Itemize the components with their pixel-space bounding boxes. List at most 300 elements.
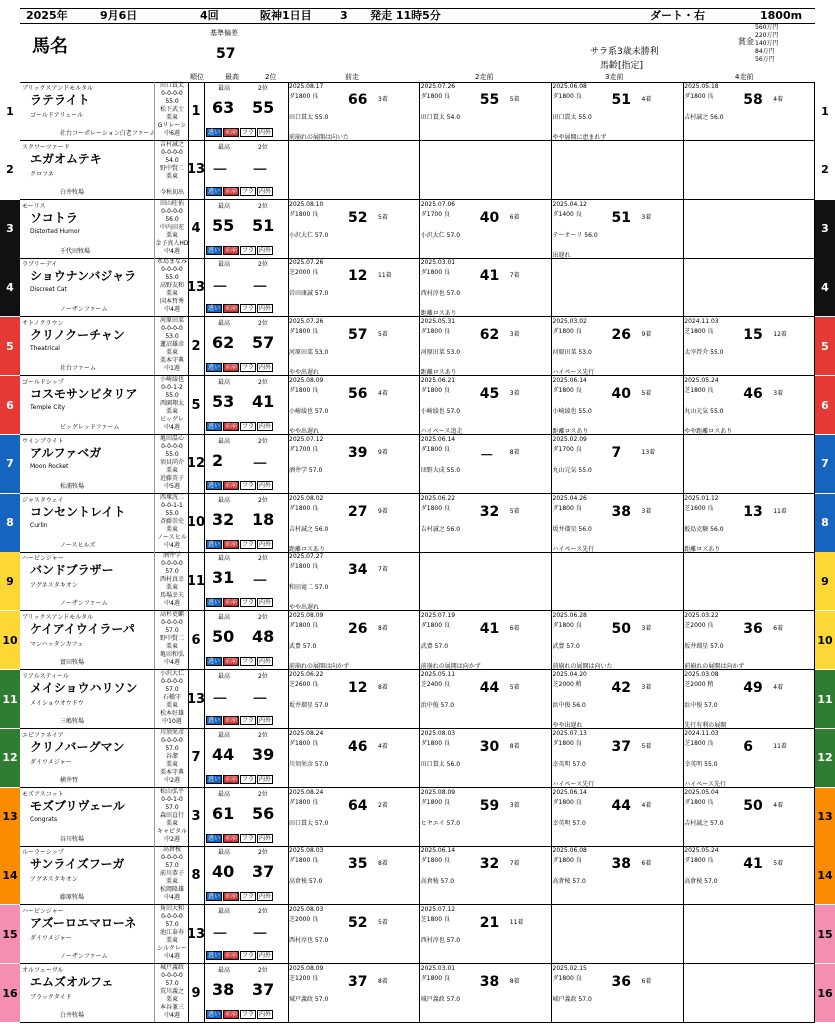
breeder: ノースヒルズ xyxy=(60,541,96,549)
race-index: 7 xyxy=(611,444,622,461)
race-course: ダ1800 良 xyxy=(552,975,582,982)
sire-name: モズアスコット xyxy=(22,790,64,798)
past-race[interactable] xyxy=(288,552,420,610)
race-index: 51 xyxy=(611,209,631,226)
empty-race xyxy=(683,964,815,1022)
style-tag: 内外 xyxy=(259,658,272,666)
style-tag: 逃い xyxy=(208,187,221,195)
best-index: 62 xyxy=(212,333,235,353)
race-place: 4着 xyxy=(378,742,388,750)
race-note: 距離ロスあり xyxy=(552,428,589,435)
race-date: 2025.05.24 xyxy=(684,847,719,855)
best-label: 最高 xyxy=(218,908,231,916)
horse-name[interactable]: コンセントレイト xyxy=(30,504,126,519)
style-tag: 内外 xyxy=(259,187,272,195)
breeder: 松浦牧場 xyxy=(60,482,85,490)
second-index: － xyxy=(252,689,269,708)
predicted-rank: 5 xyxy=(188,376,205,434)
past-race[interactable] xyxy=(552,611,684,669)
gate-number-left: 14 xyxy=(0,846,20,904)
second-label: 2位 xyxy=(258,261,268,269)
race-date: 2025.07.27 xyxy=(289,553,324,561)
gate-number-left: 2 xyxy=(0,141,20,199)
race-place: 8着 xyxy=(378,860,388,868)
race-course: ダ1800 良 xyxy=(420,739,450,747)
race-course: ダ1800 良 xyxy=(684,857,714,865)
horse-row[interactable] xyxy=(6,199,829,259)
past-race[interactable] xyxy=(683,376,815,434)
horse-row[interactable] xyxy=(6,552,829,612)
best-label: 最高 xyxy=(218,202,231,210)
horse-name[interactable]: モズブリヴェール xyxy=(30,798,125,813)
index-block xyxy=(204,82,289,140)
past-race[interactable] xyxy=(683,82,815,140)
horse-name[interactable]: アズーロエマローネ xyxy=(30,916,137,931)
past-race[interactable] xyxy=(683,670,815,728)
race-place: 4着 xyxy=(773,96,784,103)
past-race[interactable] xyxy=(552,494,684,552)
past-race[interactable] xyxy=(420,788,552,846)
horse-name[interactable]: ラテライト xyxy=(30,93,90,107)
horse-row[interactable] xyxy=(6,82,829,141)
second-index: 18 xyxy=(252,509,275,529)
jockey-field: 中内田充 xyxy=(159,223,184,231)
style-tag: フラ xyxy=(242,599,255,607)
past-race[interactable] xyxy=(420,200,552,258)
breeder: ノーザンファーム xyxy=(60,306,108,314)
race-course: 芝1200 良 xyxy=(289,975,319,982)
jockey-field: 野中賢二 xyxy=(159,164,184,172)
empty-race xyxy=(420,552,552,610)
jockey-field: 0-0-1-0 xyxy=(161,795,183,803)
race-date: 2025.06.21 xyxy=(420,377,456,384)
jockey-field: 馬場幸夫 xyxy=(159,592,184,600)
jockey-field: 前川恭子 xyxy=(159,870,184,878)
style-tags xyxy=(206,834,273,843)
breeder: ノーザンファーム xyxy=(60,953,108,961)
race-index: 26 xyxy=(611,327,631,344)
jockey-block xyxy=(154,435,189,493)
race-index: 39 xyxy=(348,444,368,461)
second-index: 41 xyxy=(252,392,275,411)
past-race[interactable] xyxy=(552,846,684,904)
style-tag: フラ xyxy=(242,423,255,430)
race-jockey: 小崎綾也 57.0 xyxy=(420,408,461,415)
style-tag: 内外 xyxy=(259,775,272,783)
second-index: 37 xyxy=(252,862,275,882)
jockey-field: 中5週 xyxy=(164,482,180,490)
jockey-field: 栗東 xyxy=(165,643,178,651)
style-tag: 前崩 xyxy=(225,717,238,724)
race-place: 13着 xyxy=(641,448,656,456)
race-class: サラ系3歳未勝利 xyxy=(590,47,659,57)
past-race[interactable] xyxy=(288,611,420,669)
race-date: 2025.08.09 xyxy=(289,965,324,972)
past-race[interactable] xyxy=(683,611,815,669)
race-index: 35 xyxy=(348,856,368,873)
race-index: 6 xyxy=(743,738,753,755)
jockey-field: 須貝尚介 xyxy=(159,458,184,466)
jockey-block xyxy=(154,611,189,669)
horse-name[interactable]: バンドブラザー xyxy=(30,563,114,578)
race-date: 2025.07.12 xyxy=(420,906,456,914)
best-label: 最高 xyxy=(218,555,231,563)
style-tags xyxy=(206,422,273,431)
race-index: 40 xyxy=(479,209,500,226)
style-tag: 前崩 xyxy=(225,481,238,489)
jockey-field: 中2週 xyxy=(164,776,180,784)
race-date: 2025.03.01 xyxy=(420,965,456,972)
race-date: 2025.07.12 xyxy=(289,435,324,443)
past-race[interactable] xyxy=(552,729,684,787)
style-tag: 前崩 xyxy=(225,187,238,195)
jockey-field: 中2週 xyxy=(164,835,180,843)
best-label: 最高 xyxy=(218,379,231,386)
race-course: ダ1800 良 xyxy=(552,798,582,806)
jockey-field: 55.0 xyxy=(165,392,179,399)
past-race[interactable] xyxy=(552,964,684,1022)
horse-row[interactable] xyxy=(6,317,829,377)
style-tag: 逃い xyxy=(208,364,221,372)
past-race[interactable] xyxy=(552,435,684,493)
race-jockey: ヒヤエイ 57.0 xyxy=(420,819,461,827)
race-course: ダ1800 良 xyxy=(552,857,582,865)
race-jockey: 坂井瑠星 57.0 xyxy=(289,702,329,709)
race-jockey: 坂井瑠星 56.0 xyxy=(552,525,592,533)
gate-number-right: 12 xyxy=(815,729,835,787)
horse-name[interactable]: コスモサンビタリア xyxy=(30,387,138,401)
jockey-field: 栗東 xyxy=(165,819,178,827)
horse-row[interactable] xyxy=(2,611,833,671)
race-place: 11着 xyxy=(378,272,392,280)
horse-row[interactable] xyxy=(6,140,829,200)
race-jockey: 西村淳也 57.0 xyxy=(289,937,329,945)
past-race[interactable] xyxy=(420,905,552,963)
past-race[interactable] xyxy=(552,670,684,728)
distance: 1800m xyxy=(760,9,803,22)
horse-name[interactable]: サンライズフーガ xyxy=(30,857,125,872)
horse-row[interactable] xyxy=(6,493,829,553)
race-place: 6着 xyxy=(509,213,520,221)
horse-name[interactable]: ケイアイウイラーパ xyxy=(30,622,135,637)
race-jockey: 河原田菜 53.0 xyxy=(420,349,461,357)
past-race[interactable] xyxy=(552,788,684,846)
race-note: 前崩れの展開は向いた xyxy=(289,134,350,141)
dam-sire: Discreet Cat xyxy=(30,286,67,294)
style-tag: 逃い xyxy=(208,893,221,901)
index-block xyxy=(204,729,289,787)
horse-row[interactable] xyxy=(2,846,833,905)
race-note: ハイペース先行 xyxy=(684,780,726,788)
horse-row[interactable] xyxy=(2,905,833,964)
start-time: 発走 11時5分 xyxy=(370,9,441,22)
jockey-field: Gリレーシ xyxy=(157,122,187,129)
horse-row[interactable] xyxy=(2,787,833,847)
race-place: 11着 xyxy=(773,742,787,750)
horse-row[interactable] xyxy=(2,964,833,1023)
second-index: － xyxy=(252,453,269,473)
past-race[interactable] xyxy=(552,82,684,140)
race-course: ダ1800 良 xyxy=(684,798,714,806)
style-tags xyxy=(206,951,273,960)
index-block xyxy=(204,788,289,846)
race-place: 6着 xyxy=(773,625,784,633)
jockey-field: キャピタル xyxy=(156,827,187,835)
race-place: 5着 xyxy=(509,96,520,103)
gate-number-left: 4 xyxy=(0,258,20,316)
past-race[interactable] xyxy=(288,788,420,846)
jockey-field: 55.0 xyxy=(165,450,179,458)
race-jockey: 城戸義政 57.0 xyxy=(552,996,592,1003)
index-block xyxy=(204,200,289,258)
jockey-field: 酒井学 xyxy=(162,552,181,560)
race-jockey: 丸山元気 55.0 xyxy=(684,408,724,415)
horse-row[interactable] xyxy=(2,670,833,729)
horse-row[interactable] xyxy=(6,376,829,435)
empty-race xyxy=(420,141,552,199)
race-jockey: 西村淳也 57.0 xyxy=(420,937,461,945)
horse-row[interactable] xyxy=(2,728,833,788)
horse-name[interactable]: クリノクーチャン xyxy=(30,328,125,343)
race-jockey: 川須栄彦 57.0 xyxy=(289,760,329,768)
past-race[interactable] xyxy=(552,200,684,258)
jockey-block xyxy=(154,317,189,375)
past-race[interactable] xyxy=(683,846,815,904)
past-race[interactable] xyxy=(288,670,420,728)
race-note: 距離ロスあり xyxy=(420,310,457,318)
horse-name[interactable]: クリノバーグマン xyxy=(30,739,125,754)
style-tag: 逃い xyxy=(208,246,221,254)
past-race[interactable] xyxy=(420,611,552,669)
past-race[interactable] xyxy=(288,905,420,963)
gate-number-left: 15 xyxy=(0,905,20,963)
race-place: 6着 xyxy=(641,860,652,868)
past-race[interactable] xyxy=(420,964,552,1022)
style-tag: 内外 xyxy=(259,423,272,430)
style-tags xyxy=(206,187,273,196)
jockey-field: 56.0 xyxy=(165,215,179,223)
best-index: 38 xyxy=(212,980,235,999)
best-index: － xyxy=(212,689,229,708)
race-place: 5着 xyxy=(509,684,520,691)
race-jockey: 小崎綾也 57.0 xyxy=(289,408,329,415)
predicted-rank: 11 xyxy=(188,552,205,610)
race-course: ダ1800 良 xyxy=(420,445,450,453)
jockey-field: 栗東 xyxy=(165,760,178,768)
race-note: やや出遅れ xyxy=(552,722,583,729)
past-race[interactable] xyxy=(420,376,552,434)
past-race[interactable] xyxy=(683,317,815,375)
predicted-rank: 13 xyxy=(188,258,205,316)
race-note: やや距離ロスあり xyxy=(684,428,733,435)
past-race[interactable] xyxy=(288,494,420,552)
gate-number-left: 8 xyxy=(0,494,20,552)
gate-number-right: 14 xyxy=(815,846,835,904)
past-race[interactable] xyxy=(288,729,420,787)
second-label: 2位 xyxy=(258,320,268,328)
style-tag: フラ xyxy=(242,481,255,489)
horse-row[interactable] xyxy=(6,258,829,318)
race-jockey: 西村淳也 57.0 xyxy=(420,290,461,298)
race-date: 2025.05.24 xyxy=(684,377,719,384)
jockey-field: 永島まなみ xyxy=(156,258,187,266)
style-tags xyxy=(206,304,273,313)
jockey-field: 小崎綾也 xyxy=(159,376,184,383)
col-prev3: 3走前 xyxy=(605,73,624,81)
past-race[interactable] xyxy=(683,788,815,846)
best-index: 55 xyxy=(212,215,235,235)
best-label: 最高 xyxy=(218,967,231,974)
sire-name: ウインブライト xyxy=(22,437,64,445)
past-race[interactable] xyxy=(288,964,420,1022)
style-tag: 内外 xyxy=(259,129,272,136)
sire-name: ハービンジャー xyxy=(22,555,64,563)
horse-name[interactable]: ショウナンバジャラ xyxy=(30,269,137,284)
index-block xyxy=(204,670,289,728)
jockey-field: 西園翔太 xyxy=(159,400,184,407)
sire-name: スクワーツァード xyxy=(22,143,70,151)
race-place: 7着 xyxy=(378,566,388,574)
past-race[interactable] xyxy=(420,258,552,316)
breeder: ビッグレッドファーム xyxy=(60,424,120,431)
race-course: ダ1800 良 xyxy=(289,387,319,394)
race-index: 38 xyxy=(611,856,631,873)
past-race[interactable] xyxy=(552,376,684,434)
past-race[interactable] xyxy=(420,846,552,904)
horse-info xyxy=(20,670,189,728)
style-tag: 内外 xyxy=(259,246,272,254)
past-race[interactable] xyxy=(288,258,420,316)
style-tags xyxy=(206,1010,273,1019)
race-place: 5着 xyxy=(378,213,388,221)
dam-sire: ダイワメジャー xyxy=(30,935,72,943)
empty-race xyxy=(683,435,815,493)
race-place: 9着 xyxy=(378,448,388,456)
empty-race xyxy=(552,141,684,199)
gate-number-left: 11 xyxy=(0,670,20,728)
race-date: 2025.06.14 xyxy=(552,788,587,796)
horse-name[interactable]: エガオムテキ xyxy=(30,151,102,166)
dam-sire: Congrats xyxy=(30,815,58,823)
best-index: － xyxy=(212,159,229,179)
horse-name[interactable]: メイショウハリソン xyxy=(30,681,138,695)
index-block xyxy=(204,317,289,375)
race-note: ハイペース追走 xyxy=(420,428,463,435)
dam-sire: Theatrical xyxy=(30,345,60,353)
jockey-block xyxy=(154,788,189,846)
style-tag: 内外 xyxy=(259,481,272,489)
race-course: ダ1800 良 xyxy=(420,504,450,512)
gate-number-left: 6 xyxy=(0,376,20,434)
race-jockey: 城戸義政 57.0 xyxy=(289,996,329,1003)
past-race[interactable] xyxy=(420,670,552,728)
race-jockey: 鮫島克駿 56.0 xyxy=(684,525,724,533)
race-index: 49 xyxy=(743,680,763,696)
race-index: 45 xyxy=(479,386,500,402)
style-tag: 前崩 xyxy=(225,305,238,313)
second-index: 56 xyxy=(252,803,275,823)
jockey-field: 荒川義之 xyxy=(159,988,184,995)
past-race[interactable] xyxy=(288,82,420,140)
style-tag: 逃い xyxy=(208,540,221,548)
race-date: 2025.08.03 xyxy=(289,906,324,914)
best-index: － xyxy=(212,924,229,944)
horse-info xyxy=(20,317,189,375)
past-race[interactable] xyxy=(288,846,420,904)
jockey-field: 0-0-0-0 xyxy=(161,972,183,979)
style-tag: 前崩 xyxy=(225,246,238,254)
race-date: 2024.11.03 xyxy=(684,729,719,737)
style-tag: 逃い xyxy=(208,952,221,960)
jockey-field: 57.0 xyxy=(165,686,179,693)
race-course: ダ1800 良 xyxy=(552,387,582,394)
sire-name: ジャスタウェイ xyxy=(22,496,64,504)
jockey-field: 0-0-0-0 xyxy=(161,442,183,450)
sire-name: ハービンジャー xyxy=(22,908,64,916)
col-prev4: 4走前 xyxy=(735,73,754,81)
past-race[interactable] xyxy=(420,435,552,493)
jockey-field: 53.0 xyxy=(165,333,179,341)
race-course: ダ1800 良 xyxy=(552,504,582,512)
past-race[interactable] xyxy=(683,729,815,787)
best-index: 2 xyxy=(212,450,224,470)
race-place: 12着 xyxy=(773,331,787,339)
jockey-field: 栗東 xyxy=(165,408,178,415)
past-race[interactable] xyxy=(288,376,420,434)
race-place: 8着 xyxy=(509,742,520,750)
past-race[interactable] xyxy=(420,82,552,140)
horse-name[interactable]: アルファベガ xyxy=(30,445,102,460)
predicted-rank: 1 xyxy=(188,82,205,140)
past-race[interactable] xyxy=(420,317,552,375)
jockey-field: 亀田温心 xyxy=(159,434,184,442)
race-place: 11着 xyxy=(773,507,787,515)
horse-info xyxy=(20,258,189,316)
past-race[interactable] xyxy=(683,494,815,552)
horse-row[interactable] xyxy=(6,434,829,494)
best-index: 44 xyxy=(212,744,235,764)
past-race[interactable] xyxy=(420,729,552,787)
index-block xyxy=(204,376,289,434)
second-label: 2位 xyxy=(258,967,268,974)
past-race[interactable] xyxy=(288,435,420,493)
sire-name: ブリックスアンドモルタル xyxy=(22,614,93,622)
jockey-block xyxy=(154,82,189,140)
horse-info xyxy=(20,846,189,904)
style-tags xyxy=(206,892,273,901)
style-tag: 前崩 xyxy=(225,599,238,607)
race-date: 2025.04.20 xyxy=(552,671,587,678)
race-course: 芝2000 稍 xyxy=(552,681,582,688)
past-race[interactable] xyxy=(288,200,420,258)
past-race[interactable] xyxy=(552,317,684,375)
horse-name[interactable]: エムズオルフェ xyxy=(30,975,114,989)
past-race[interactable] xyxy=(420,494,552,552)
jockey-field: 川須栄彦 xyxy=(159,728,184,736)
race-place: 3着 xyxy=(509,801,520,809)
jockey-field: 松岡隆雄 xyxy=(159,886,184,894)
style-tag: フラ xyxy=(242,129,255,136)
race-jockey: 坂井瑠星 57.0 xyxy=(684,643,724,651)
horse-info xyxy=(20,788,189,846)
jockey-field: 57.0 xyxy=(165,862,179,870)
jockey-field: 0-0-0-0 xyxy=(161,207,183,215)
past-race[interactable] xyxy=(288,317,420,375)
horse-name[interactable]: ソコトラ xyxy=(30,210,78,225)
race-date: 2025.06.14 xyxy=(552,377,587,384)
race-note: ハイペース先行 xyxy=(552,780,595,788)
race-jockey: 丸山元気 55.0 xyxy=(552,466,592,474)
